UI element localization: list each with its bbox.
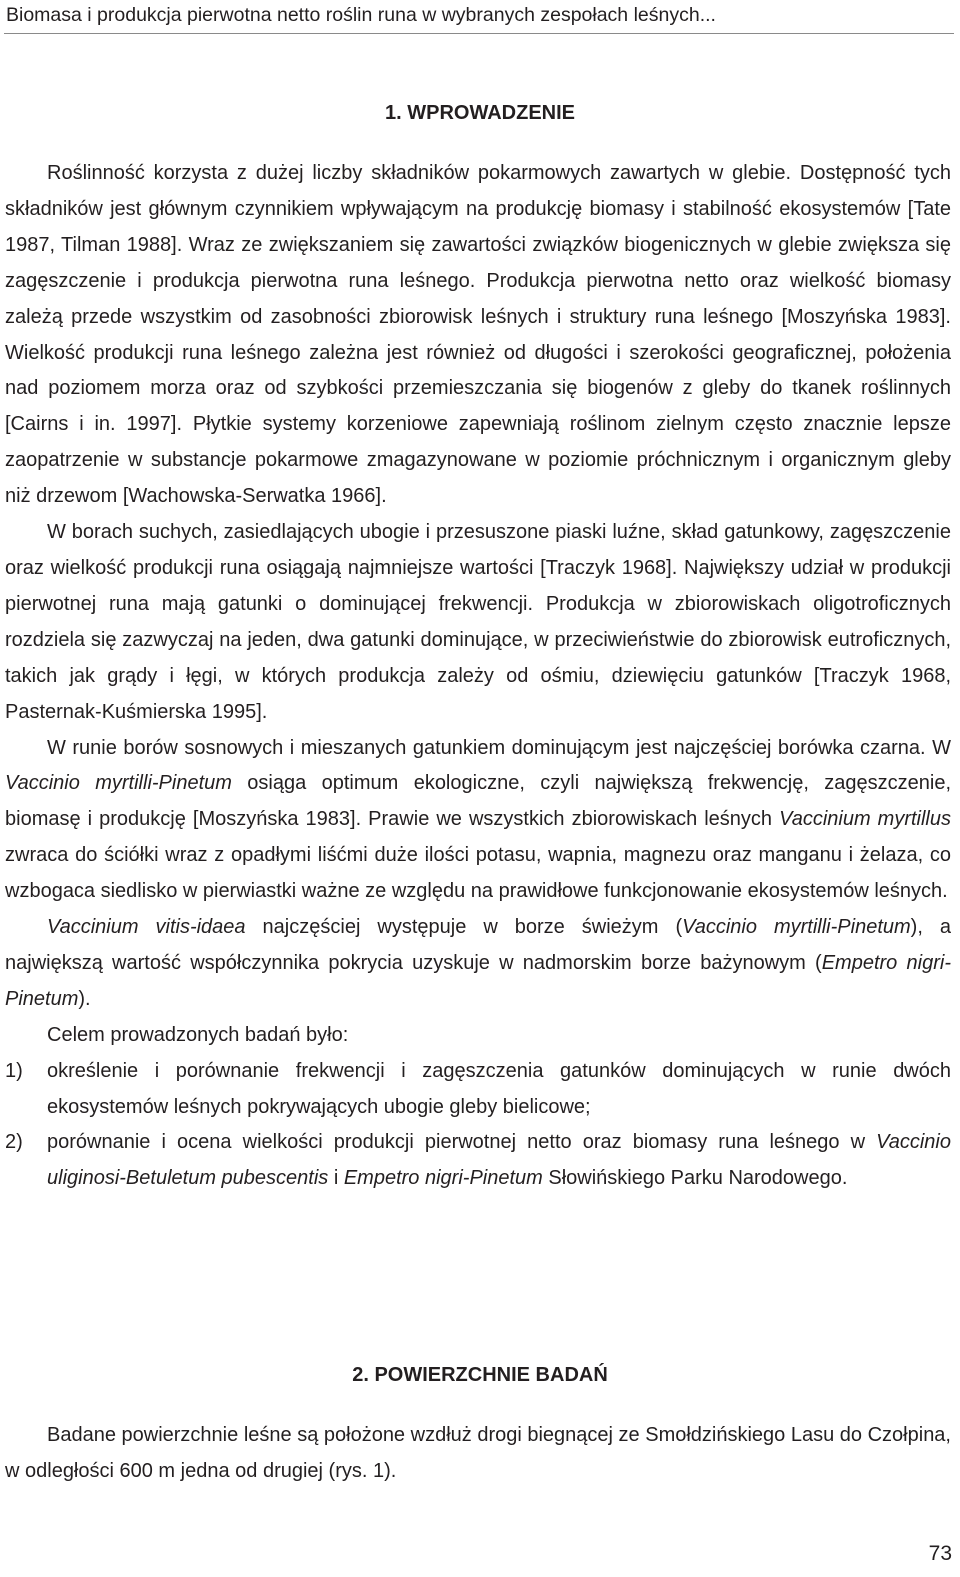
paragraph: W runie borów sosnowych i mieszanych gatunkiem dominującym jest najczęściej borówka czarna. W Vaccinio myrtilli-Pinetum osiąga optimum ekologiczne, czyli największą frekwencję, zagęszczenie, biomasę i produkcję [Moszyńska 1983]. Prawie we wszystkich zbiorowiskach leśnych Vaccinium myrtillus zwraca do ściółki wraz z opadłymi liśćmi duże ilości potasu, wapnia, magnezu oraz manganu i żelaza, co wzbogaca siedlisko w pierwiastki ważne ze względu na prawidłowe funkcjonowanie ekosystemów leśnych. bbox=[5, 736, 951, 903]
aims-intro: Celem prowadzonych badań było: bbox=[47, 1023, 349, 1046]
list-item: 1) określenie i porównanie frekwencji i zagęszczenia gatunków dominujących w runie dwóch ekosystemów leśnych pokrywających ubogie gleby bielicowe; bbox=[5, 1054, 951, 1126]
section-heading-introduction: 1. WPROWADZENIE bbox=[384, 102, 575, 124]
section-introduction-body bbox=[5, 156, 951, 1197]
paragraph: Badane powierzchnie leśne są położone wzdłuż drogi biegnącej ze Smołdzińskiego Lasu do Czołpina, w odległości 600 m jedna od drugiej (rys. 1). bbox=[5, 1424, 951, 1482]
header-divider bbox=[4, 33, 954, 34]
species-name: Vaccinium myrtillus bbox=[779, 808, 951, 831]
list-item: 2) porównanie i ocena wielkości produkcji pierwotnej netto oraz biomasy runa leśnego w Vaccinio uliginosi-Betuletum pubescentis i Empetro nigri-Pinetum Słowińskiego Parku Narodowego. bbox=[5, 1125, 951, 1197]
species-name: Vaccinio uliginosi-Betuletum pubescentis bbox=[47, 1131, 951, 1190]
paragraph: Vaccinium vitis-idaea najczęściej występuje w borze świeżym (Vaccinio myrtilli-Pinetum), a największą wartość współczynnika pokrycia uzyskuje w nadmorskim borze bażynowym (Empetro nigri-Pinetum). bbox=[5, 916, 952, 1010]
species-name: Empetro nigri-Pinetum bbox=[343, 1167, 543, 1190]
species-name: Empetro nigri-Pinetum bbox=[5, 951, 951, 1010]
paragraph: W borach suchych, zasiedlających ubogie i przesuszone piaski luźne, skład gatunkowy, zagęszczenie oraz wielkość produkcji runa osiągają najmniejsze wartości [Traczyk 1968]. Największy udział w produkcji pierwotnej runa mają gatunki o dominującej frekwencji. Produkcja w zbiorowiskach oligotroficznych rozdziela się zazwyczaj na jeden, dwa gatunki dominujące, w przeciwieństwie do zbiorowisk eutroficznych, takich jak grądy i łęgi, w których produkcja zależy od ośmiu, dziewięciu gatunków [Traczyk 1968, Pasternak-Kuśmierska 1995]. bbox=[5, 521, 951, 723]
section-study-sites-body bbox=[5, 1418, 951, 1490]
running-header: Biomasa i produkcja pierwotna netto roślin runa w wybranych zespołach leśnych... bbox=[6, 4, 716, 26]
section-heading-study-sites: 2. POWIERZCHNIE BADAŃ bbox=[352, 1364, 608, 1386]
species-name: Vaccinio myrtilli-Pinetum bbox=[5, 772, 232, 795]
paragraph: Roślinność korzysta z dużej liczby składników pokarmowych zawartych w glebie. Dostępność tych składników jest głównym czynnikiem wpływającym na produkcję biomasy i stabilność ekosystemów [Tate 1987, Tilman 1988]. Wraz ze zwiększaniem się zawartości związków biogenicznych w glebie zwiększa się zagęszczenie i produkcja pierwotna runa leśnego. Produkcja pierwotna netto oraz wielkość biomasy zależą przede wszystkim od zasobności zbiorowisk leśnych i struktury runa leśnego [Moszyńska 1983]. Wielkość produkcji runa leśnego zależna jest również od długości i szerokości geograficznej, położenia nad poziomem morza oraz od szybkości przemieszczania się biogenów z gleby do tkanek roślinnych [Cairns i in. 1997]. Płytkie systemy korzeniowe zapewniają roślinom zielnym często znacznie lepsze zaopatrzenie w substancje pokarmowe zmagazynowane w poziomie próchnicznym i organicznym gleby niż drzewom [Wachowska-Serwatka 1966]. bbox=[5, 162, 951, 508]
page-number: 73 bbox=[928, 1542, 952, 1565]
list-number: 2) bbox=[5, 1131, 23, 1154]
species-name: Vaccinio myrtilli-Pinetum bbox=[682, 916, 911, 939]
species-name: Vaccinium vitis-idaea bbox=[47, 916, 246, 939]
list-number: 1) bbox=[5, 1059, 23, 1082]
